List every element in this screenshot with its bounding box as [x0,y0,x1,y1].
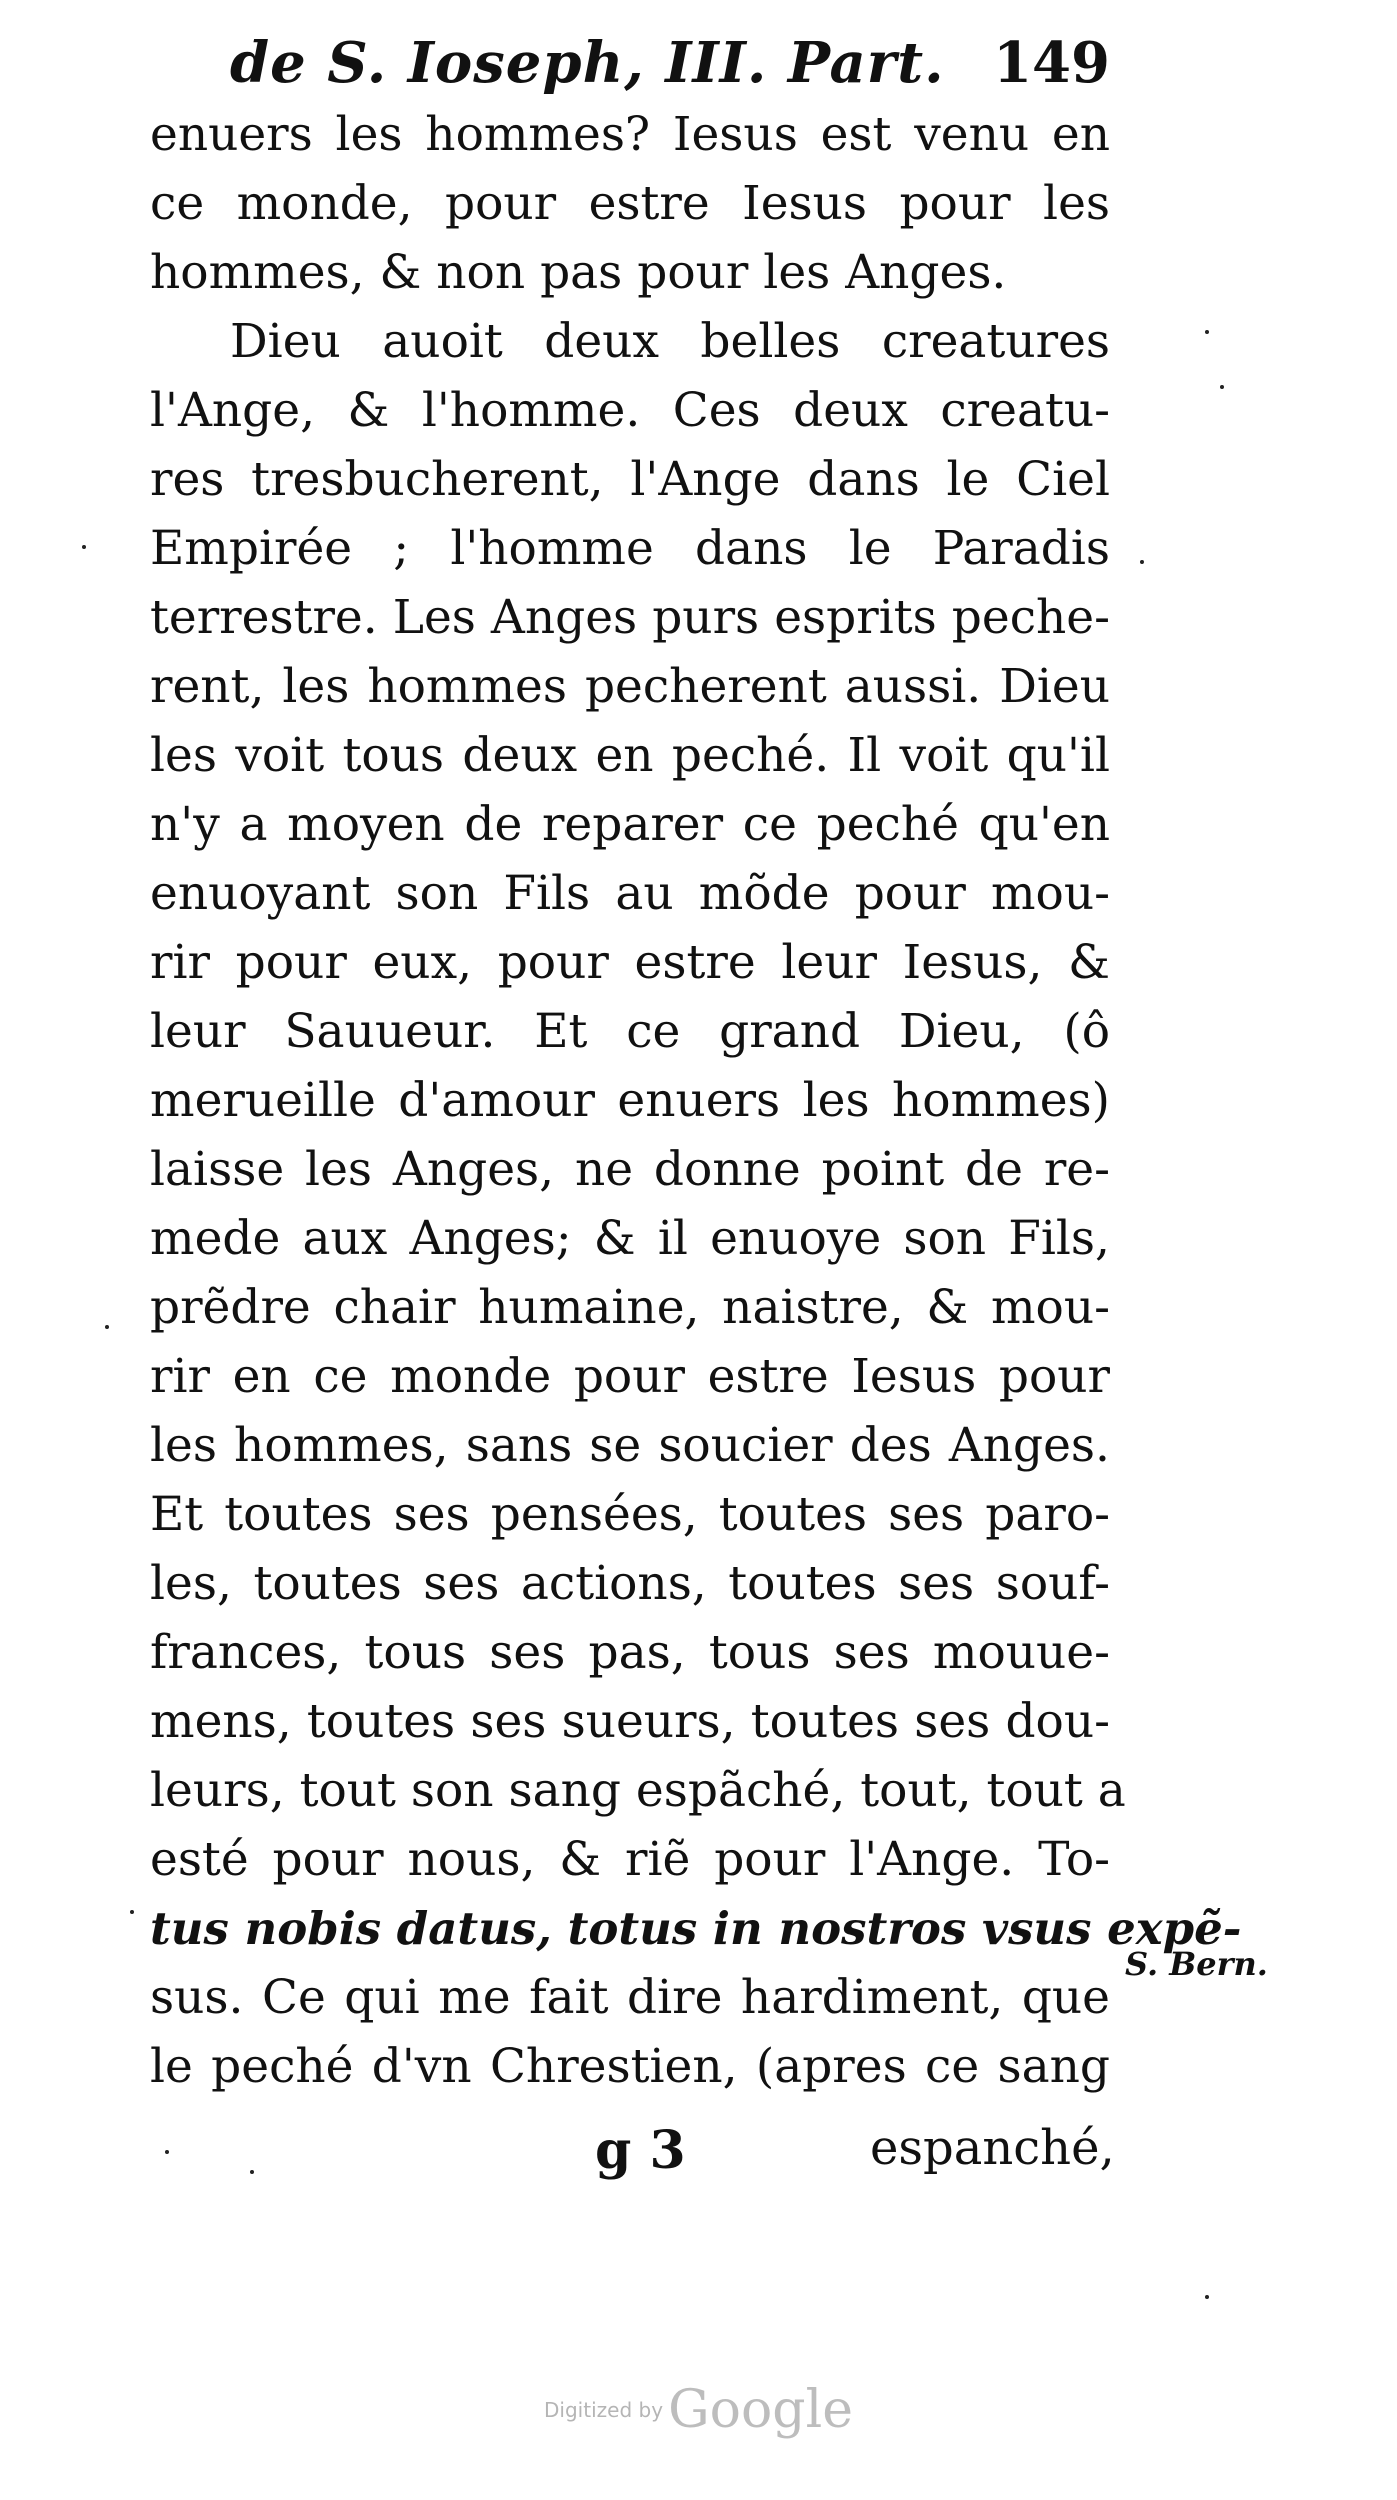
ink-speck [130,1910,134,1914]
text-line: leur Sauueur. Et ce grand Dieu, (ô [150,1004,1110,1059]
text-line: mede aux Anges; & il enuoye son Fils, [150,1211,1110,1266]
text-line: rir pour eux, pour estre leur Iesus, & [150,935,1110,990]
text-line: mens, toutes ses sueurs, toutes ses dou- [150,1694,1110,1749]
text-line: rent, les hommes pecherent aussi. Dieu [150,659,1110,714]
text-line: ce monde, pour estre Iesus pour les [150,176,1110,231]
text-line-latin-quote: tus nobis datus, totus in nostros vsus expẽ- [150,1902,1242,1955]
text-line: leurs, tout son sang espãché, tout, tout a [150,1763,1126,1818]
text-line: le peché d'vn Chrestien, (apres ce sang [150,2039,1110,2094]
text-line: res tresbucherent, l'Ange dans le Ciel [150,452,1110,507]
ink-speck [1205,2295,1209,2299]
google-logo: Google [668,2380,853,2440]
text-line: terrestre. Les Anges purs esprits peche- [150,590,1110,645]
ink-speck [165,2150,169,2154]
running-head: de S. Ioseph, III. Part. [230,30,945,96]
text-line: les voit tous deux en peché. Il voit qu'il [150,728,1110,783]
signature-mark: g 3 [595,2120,686,2181]
catchword: espanché, [870,2120,1115,2176]
text-line: Empirée ; l'homme dans le Paradis [150,521,1110,576]
text-line: Et toutes ses pensées, toutes ses paro- [150,1487,1110,1542]
text-line: hommes, & non pas pour les Anges. [150,245,1007,300]
ink-speck [250,2170,254,2174]
text-line: Dieu auoit deux belles creatures [230,314,1110,369]
ink-speck [1140,560,1144,564]
text-line: l'Ange, & l'homme. Ces deux creatu- [150,383,1110,438]
ink-speck [82,545,86,549]
ink-speck [1220,385,1224,389]
ink-speck [105,1325,109,1329]
text-line: frances, tous ses pas, tous ses mouue- [150,1625,1110,1680]
text-line: enuoyant son Fils au mõde pour mou- [150,866,1110,921]
text-line: les, toutes ses actions, toutes ses souf- [150,1556,1110,1611]
margin-note: S. Bern. [1125,1945,1268,1983]
text-line: les hommes, sans se soucier des Anges. [150,1418,1110,1473]
text-line: prẽdre chair humaine, naistre, & mou- [150,1280,1110,1335]
ink-speck [1205,330,1209,334]
page-number: 149 [993,30,1110,96]
text-line: sus. Ce qui me fait dire hardiment, que [150,1970,1110,2025]
text-line: enuers les hommes? Iesus est venu en [150,107,1110,162]
text-line: laisse les Anges, ne donne point de re- [150,1142,1110,1197]
text-line: rir en ce monde pour estre Iesus pour [150,1349,1110,1404]
text-line: n'y a moyen de reparer ce peché qu'en [150,797,1110,852]
digitization-watermark [0,2380,1397,2440]
text-line: esté pour nous, & riẽ pour l'Ange. To- [150,1832,1110,1887]
text-line: merueille d'amour enuers les hommes) [150,1073,1110,1128]
digitized-by-label: Digitized by [544,2398,664,2422]
